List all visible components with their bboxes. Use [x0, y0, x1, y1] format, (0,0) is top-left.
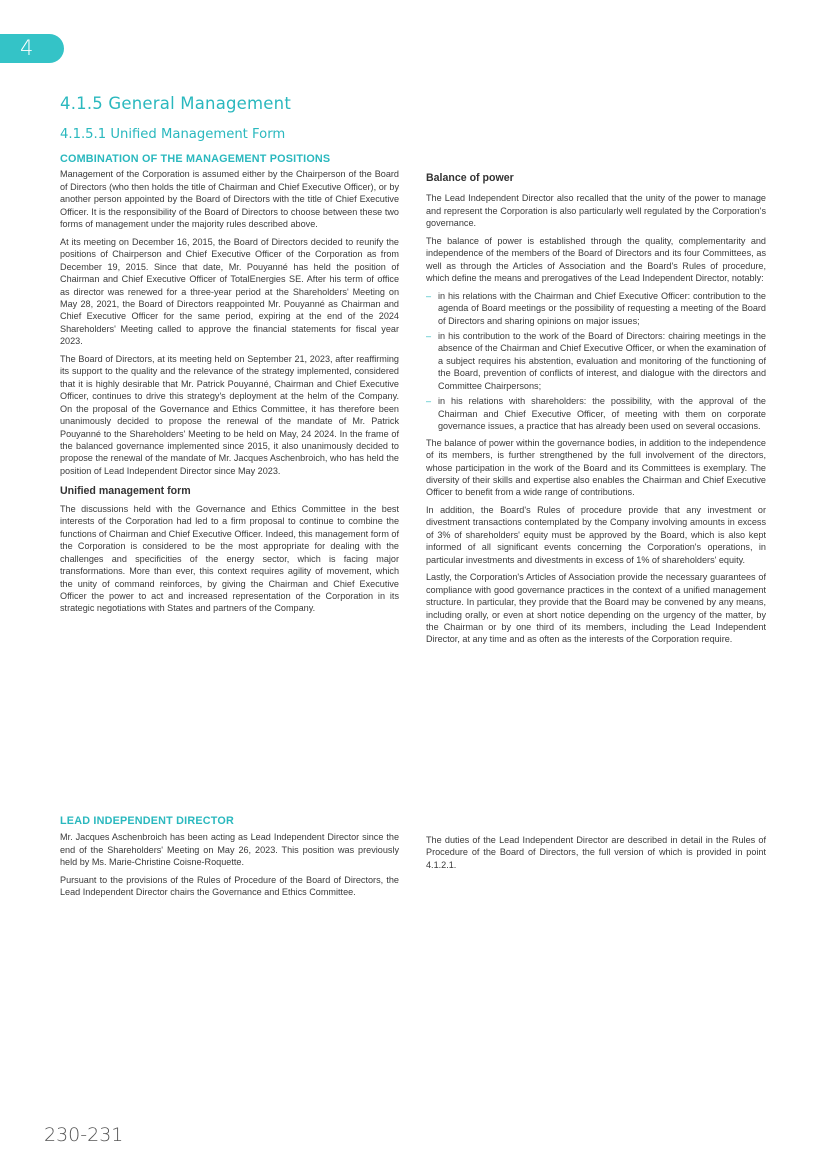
- lead-left-column: [60, 815, 399, 904]
- section-heading: 4.1.5 General Management: [60, 94, 291, 113]
- lead-right-column: [426, 834, 766, 876]
- combination-paragraph-1: Management of the Corporation is assumed either by the Chairperson of the Board of Directors (who then holds the title of Chairman and Chief Executive Officer), or by another person appointed by the Board of Directors with the title of Chief Executive Officer. It is the responsibility of the Board of Directors to choose between these two forms of management under the majority rules described above.: [60, 169, 399, 230]
- balance-paragraph-5: Lastly, the Corporation's Articles of Association provide the necessary guarantees of compliance with good governance practices in the context of a unified management structure. In particular, they provide that the Board may be convened by any means, including orally, or even at short notice depending on the urgency of the matter, by the Chairman or by one third of its members, including the Lead Independent Director, at any time and as often as the interests of the Corporation require.: [426, 572, 766, 645]
- balance-list: [426, 290, 766, 433]
- balance-paragraph-1: The Lead Independent Director also recalled that the unity of the power to manage and represent the Corporation is also particularly well regulated by the Corporation's governance.: [426, 193, 766, 229]
- lead-paragraph-2: Pursuant to the provisions of the Rules of Procedure of the Board of Directors, the Lead Independent Director chairs the Governance and Ethics Committee.: [60, 874, 399, 898]
- chapter-tab: 4: [0, 34, 64, 63]
- list-item: – in his contribution to the work of the Board of Directors: chairing meetings in the absence of the Chairman and Chief Executive Officer, or when the examination of a subject requires his abstention, evaluation and monitoring of the functioning of the Board, prevention of conflicts of interest, and dialogue with the directors and Committee Chairpersons;: [426, 330, 766, 392]
- right-column: [426, 172, 766, 651]
- list-item: – in his relations with shareholders: the possibility, with the approval of the Chairman and Chief Executive Officer, of meeting with them on corporate governance issues, a practice that has already been used on several occasions.: [426, 395, 766, 432]
- balance-paragraph-3: The balance of power within the governance bodies, in addition to the independence of its members, is further strengthened by the full involvement of the directors, whose participation in the work of the Board and its Committees is exemplary. The diversity of their skills and expertise also enables the Chairman and Chief Executive Officer to benefit from a wide range of contributions.: [426, 437, 766, 498]
- unified-paragraph-1: The discussions held with the Governance and Ethics Committee in the best interests of the Corporation had led to a firm proposal to continue to combine the functions of Chairman and Chief Executive Officer. Indeed, this management form of the Corporation is considered to be the most appropriate for dealing with the challenges and specificities of the energy sector, which is facing major transformations. More than ever, this context requires agility of movement, which the unity of command reinforces, by giving the Chairman and Chief Executive Officer the power to act and increased representation of the Corporation in its strategic negotiations with States and partners of the Company.: [60, 503, 400, 614]
- page-number: 230-231: [44, 1124, 124, 1146]
- left-column: [60, 153, 399, 620]
- lead-title: LEAD INDEPENDENT DIRECTOR: [60, 815, 234, 827]
- balance-title: Balance of power: [426, 172, 514, 184]
- lead-paragraph-3: The duties of the Lead Independent Director are described in detail in the Rules of Procedure of the Board of Directors, the full version of which is provided in point 4.1.2.1.: [426, 835, 766, 870]
- subsection-heading: 4.1.5.1 Unified Management Form: [60, 127, 286, 142]
- balance-paragraph-4: In addition, the Board's Rules of procedure provide that any investment or divestment transactions contemplated by the Company involving amounts in excess of 3% of shareholders' equity must be approved by the Board, which is also kept informed of all significant events concerning the Corporation's operations, in particular investments and divestments in excess of 1% of shareholders' equity.: [426, 504, 766, 565]
- balance-paragraph-2: The balance of power is established through the quality, complementarity and independence of the members of the Board of Directors and its four Committees, as well as through the Articles of Association and the Board's Rules of procedure, which define the means and prerogatives of the Lead Independent Director, notably:: [426, 235, 766, 284]
- unified-title: Unified management form: [60, 485, 191, 498]
- combination-paragraph-2: At its meeting on December 16, 2015, the Board of Directors decided to reunify the positions of Chairperson and Chief Executive Officer of the Corporation as from December 19, 2015. Since that date, Mr. Pouyanné has held the position of Chairman and Chief Executive Officer of TotalEnergies SE. After his term of office as director was renewed for a three-year period at the Shareholders' Meeting on May 28, 2021, the Board of Directors reappointed Mr. Pouyanné as Chairman and Chief Executive Officer for the same period, expiring at the end of the 2024 Shareholders' Meeting called to approve the financial statements for fiscal year 2023.: [60, 236, 399, 347]
- combination-title: COMBINATION OF THE MANAGEMENT POSITIONS: [60, 153, 331, 165]
- lead-paragraph-1: Mr. Jacques Aschenbroich has been acting as Lead Independent Director since the end of the Shareholders' Meeting on May 26, 2023. This position was previously held by Ms. Marie-Christine Coisne-Roquette.: [60, 832, 399, 868]
- list-item: – in his relations with the Chairman and Chief Executive Officer: contribution to the agenda of Board meetings or the possibility of requesting a meeting of the Board of Directors and sharing opinions on major issues;: [426, 290, 766, 327]
- combination-paragraph-3: The Board of Directors, at its meeting held on September 21, 2023, after reaffirming its support to the quality and the relevance of the strategy implemented, considered that it is highly desirable that Mr. Patrick Pouyanné, Chairman and Chief Executive Officer, continues to drive this strategy's deployment at the helm of the Company. On the proposal of the Governance and Ethics Committee, it has therefore been unanimously decided to propose the renewal of the mandate of Mr. Patrick Pouyanné to the Shareholders' Meeting to be held on May, 24 2024. In the frame of the balanced governance implemented since 2015, it also unanimously decided to propose the renewal of the mandate of Mr. Jacques Aschenbroich, who has held the position of Lead Independent Director since May 2023.: [60, 353, 399, 476]
